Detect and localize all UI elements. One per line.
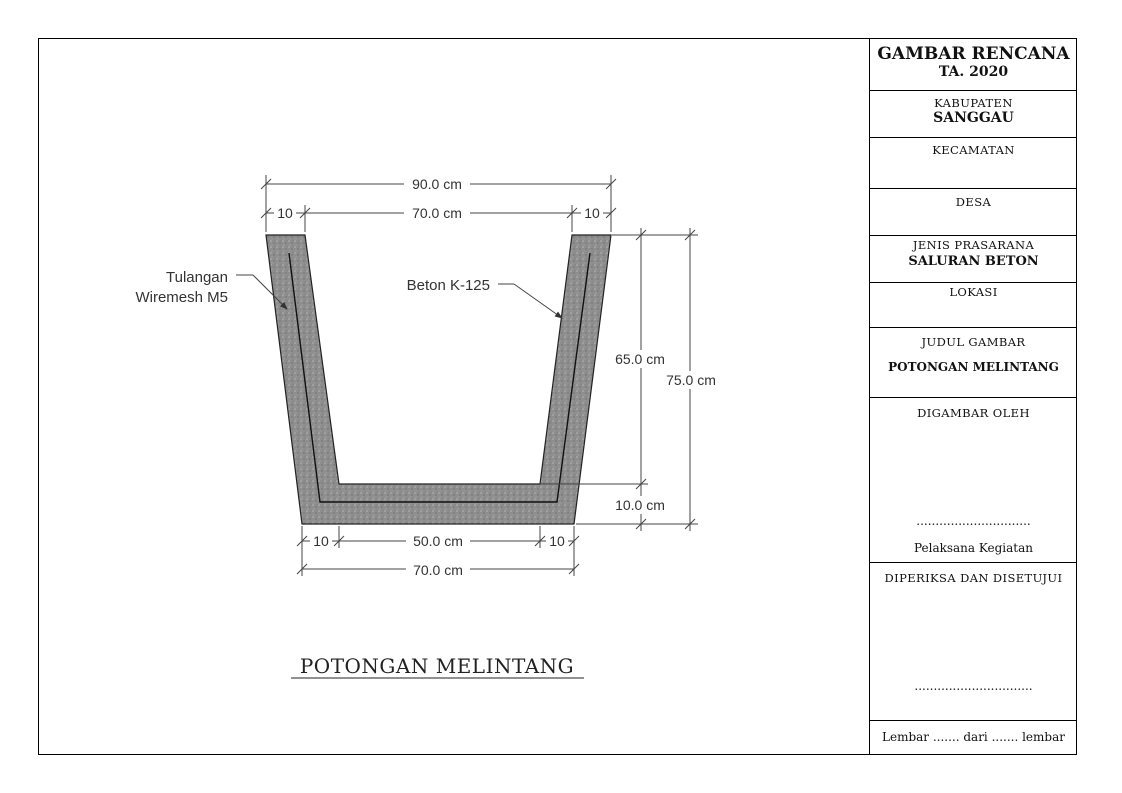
jenis-prasarana-value: SALURAN BETON xyxy=(908,254,1039,269)
desa-cell xyxy=(870,189,1077,236)
title-text: GAMBAR RENCANA xyxy=(877,44,1070,64)
dim-height-total-label: 75.0 cm xyxy=(666,372,716,388)
lokasi-label: LOKASI xyxy=(949,285,998,299)
digambar-signature-line: .............................. xyxy=(916,514,1031,528)
dim-top-wall-left-label: 10 xyxy=(277,205,293,221)
lembar-cell xyxy=(870,721,1077,755)
drawing-caption: POTONGAN MELINTANG xyxy=(299,654,575,678)
kabupaten-label: KABUPATEN xyxy=(934,96,1013,110)
label-reinforcement-line1: Tulangan xyxy=(166,269,228,286)
dim-top-inner-label: 70.0 cm xyxy=(412,205,462,221)
dim-top-wall-right-label: 10 xyxy=(584,205,600,221)
diperiksa-signature-line: ............................... xyxy=(914,679,1033,693)
digambar-oleh-label: DIGAMBAR OLEH xyxy=(917,406,1030,420)
judul-gambar-value: POTONGAN MELINTANG xyxy=(888,360,1059,374)
judul-gambar-label: JUDUL GAMBAR xyxy=(921,335,1026,349)
diperiksa-cell xyxy=(870,563,1077,721)
dim-bottom-inner-label: 50.0 cm xyxy=(413,533,463,549)
year-text: TA. 2020 xyxy=(938,64,1009,80)
lembar-text: Lembar ....... dari ....... lembar xyxy=(882,730,1065,744)
title-block xyxy=(869,38,1077,755)
kabupaten-cell xyxy=(870,91,1077,138)
dim-base-thickness-label: 10.0 cm xyxy=(615,497,665,513)
dim-bottom-overall-label: 70.0 cm xyxy=(413,562,463,578)
dim-bottom-wall-right-label: 10 xyxy=(549,533,565,549)
kecamatan-label: KECAMATAN xyxy=(932,143,1015,157)
diperiksa-label: DIPERIKSA DAN DISETUJUI xyxy=(884,571,1063,585)
label-reinforcement-line2: Wiremesh M5 xyxy=(135,289,228,306)
jenis-prasarana-label: JENIS PRASARANA xyxy=(912,238,1035,252)
digambar-oleh-cell xyxy=(870,398,1077,563)
desa-label: DESA xyxy=(955,195,992,209)
dim-top-overall-label: 90.0 cm xyxy=(412,176,462,192)
jenis-prasarana-cell xyxy=(870,236,1077,283)
kecamatan-cell xyxy=(870,138,1077,189)
dim-bottom-wall-left-label: 10 xyxy=(313,533,329,549)
leader-concrete xyxy=(498,284,562,318)
digambar-role: Pelaksana Kegiatan xyxy=(913,541,1034,555)
title-cell xyxy=(870,38,1077,91)
kabupaten-value: SANGGAU xyxy=(933,110,1014,126)
dim-height-inner-label: 65.0 cm xyxy=(615,351,665,367)
judul-gambar-cell xyxy=(870,328,1077,398)
label-concrete: Beton K-125 xyxy=(406,277,490,294)
lokasi-cell xyxy=(870,283,1077,328)
